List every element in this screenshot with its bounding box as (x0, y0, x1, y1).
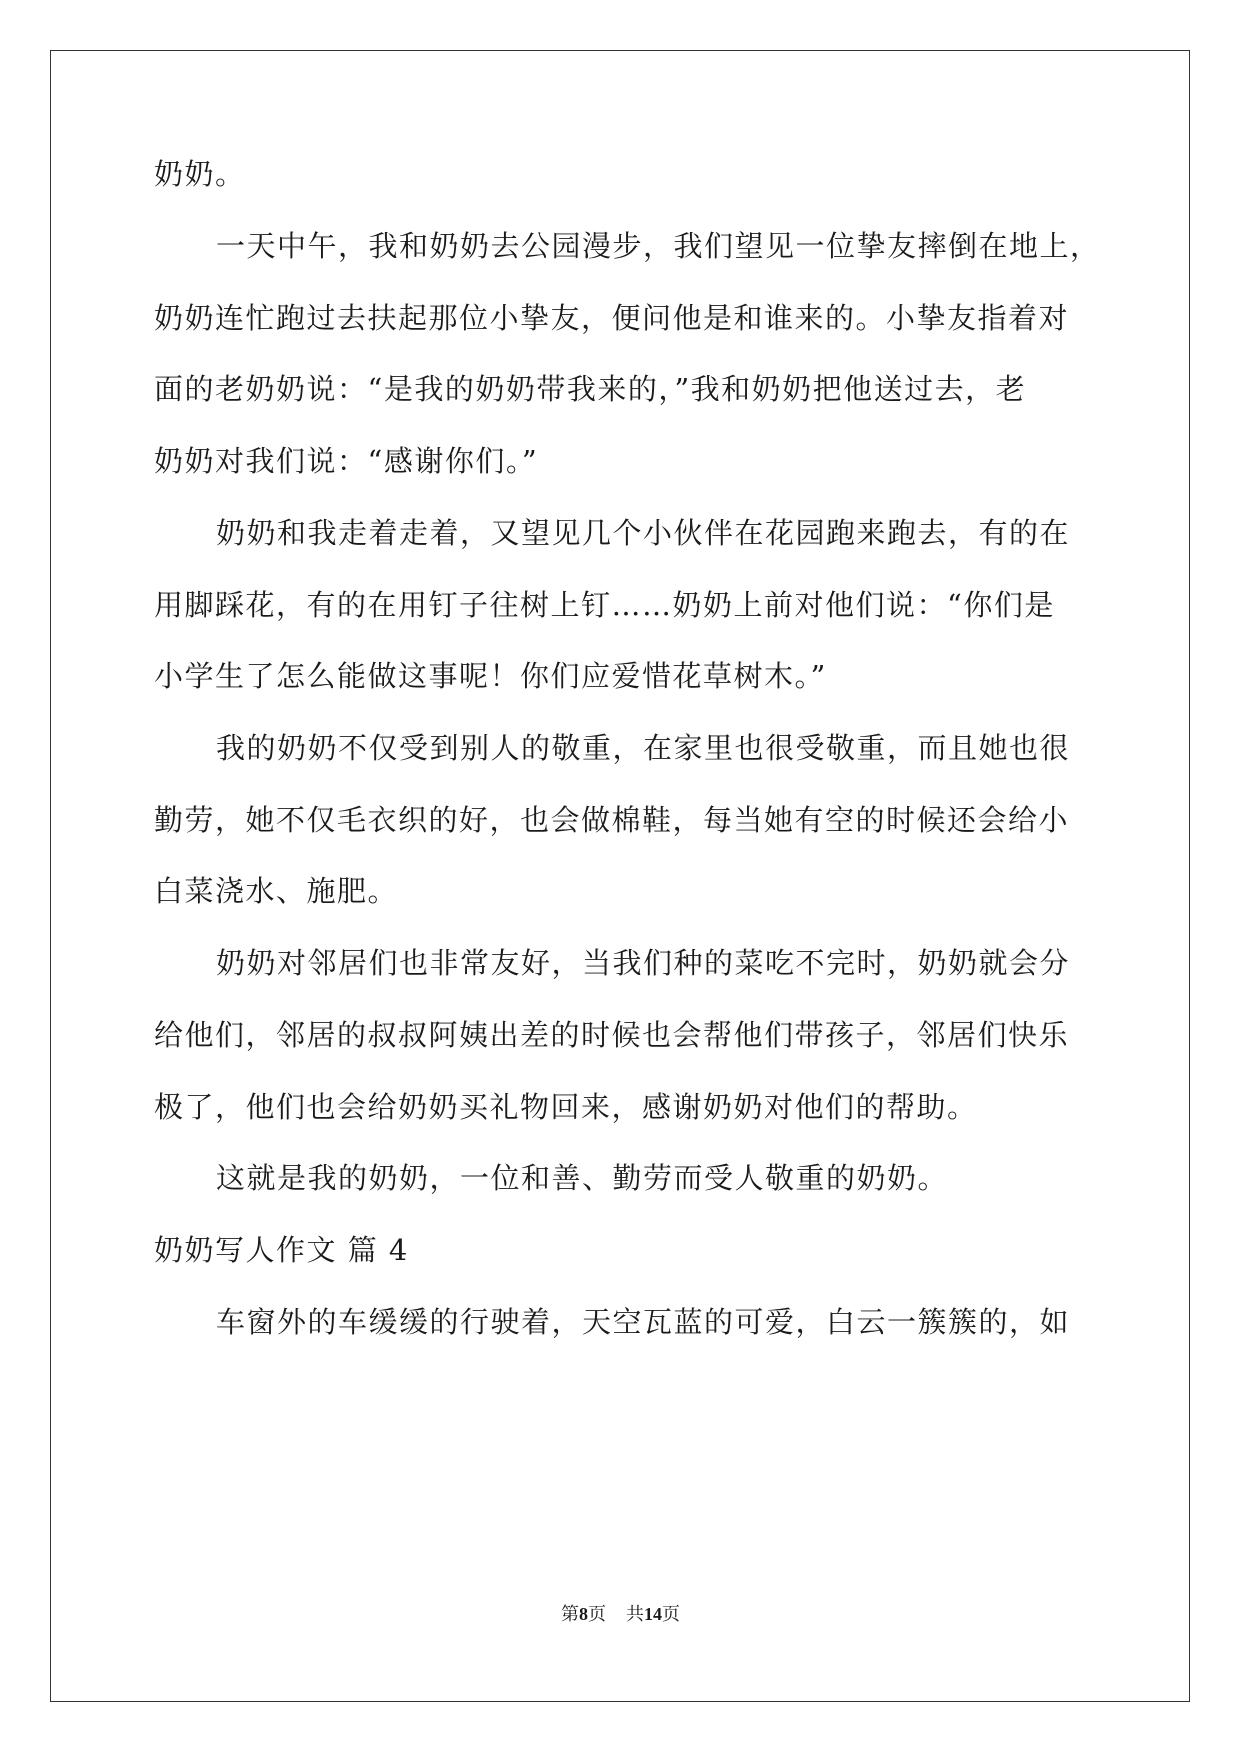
footer-total-prefix: 共 (626, 1604, 644, 1625)
footer-page-total: 14 (644, 1604, 662, 1624)
section-heading: 奶奶写人作文 篇 4 (154, 1233, 409, 1267)
body-line: 给他们，邻居的叔叔阿姨出差的时候也会帮他们带孩子，邻居们快乐 (154, 1018, 1070, 1052)
footer-page-prefix: 第 (561, 1604, 579, 1625)
paragraph-first-line: 这就是我的奶奶，一位和善、勤劳而受人敬重的奶奶。 (216, 1161, 949, 1195)
body-line: 勤劳，她不仅毛衣织的好，也会做棉鞋，每当她有空的时候还会给小 (154, 803, 1070, 837)
body-line: 奶奶。 (154, 157, 246, 191)
paragraph-first-line: 我的奶奶不仅受到别人的敬重，在家里也很受敬重，而且她也很 (216, 731, 1071, 765)
body-line: 小学生了怎么能做这事呢！你们应爱惜花草树木。” (154, 659, 827, 693)
body-line: 面的老奶奶说：“是我的奶奶带我来的，”我和奶奶把他送过去，老 (154, 372, 1027, 406)
footer-page-current: 8 (579, 1604, 588, 1624)
body-line: 白菜浇水、施肥。 (154, 874, 399, 908)
paragraph-first-line: 一天中午，我和奶奶去公园漫步，我们望见一位挚友摔倒在地上， (216, 229, 1101, 263)
page-footer (0, 1602, 1241, 1627)
footer-page-suffix: 页 (588, 1604, 606, 1625)
paragraph-first-line: 车窗外的车缓缓的行驶着，天空瓦蓝的可爱，白云一簇簇的，如 (216, 1305, 1071, 1339)
body-line: 奶奶对我们说：“感谢你们。” (154, 444, 539, 478)
paragraph-first-line: 奶奶对邻居们也非常友好，当我们种的菜吃不完时，奶奶就会分 (216, 946, 1071, 980)
paragraph-first-line: 奶奶和我走着走着，又望见几个小伙伴在花园跑来跑去，有的在 (216, 516, 1071, 550)
footer-total-suffix: 页 (662, 1604, 680, 1625)
body-line: 用脚踩花，有的在用钉子往树上钉……奶奶上前对他们说：“你们是 (154, 588, 1055, 622)
body-line: 极了，他们也会给奶奶买礼物回来，感谢奶奶对他们的帮助。 (154, 1090, 978, 1124)
body-line: 奶奶连忙跑过去扶起那位小挚友，便问他是和谁来的。小挚友指着对 (154, 301, 1070, 335)
